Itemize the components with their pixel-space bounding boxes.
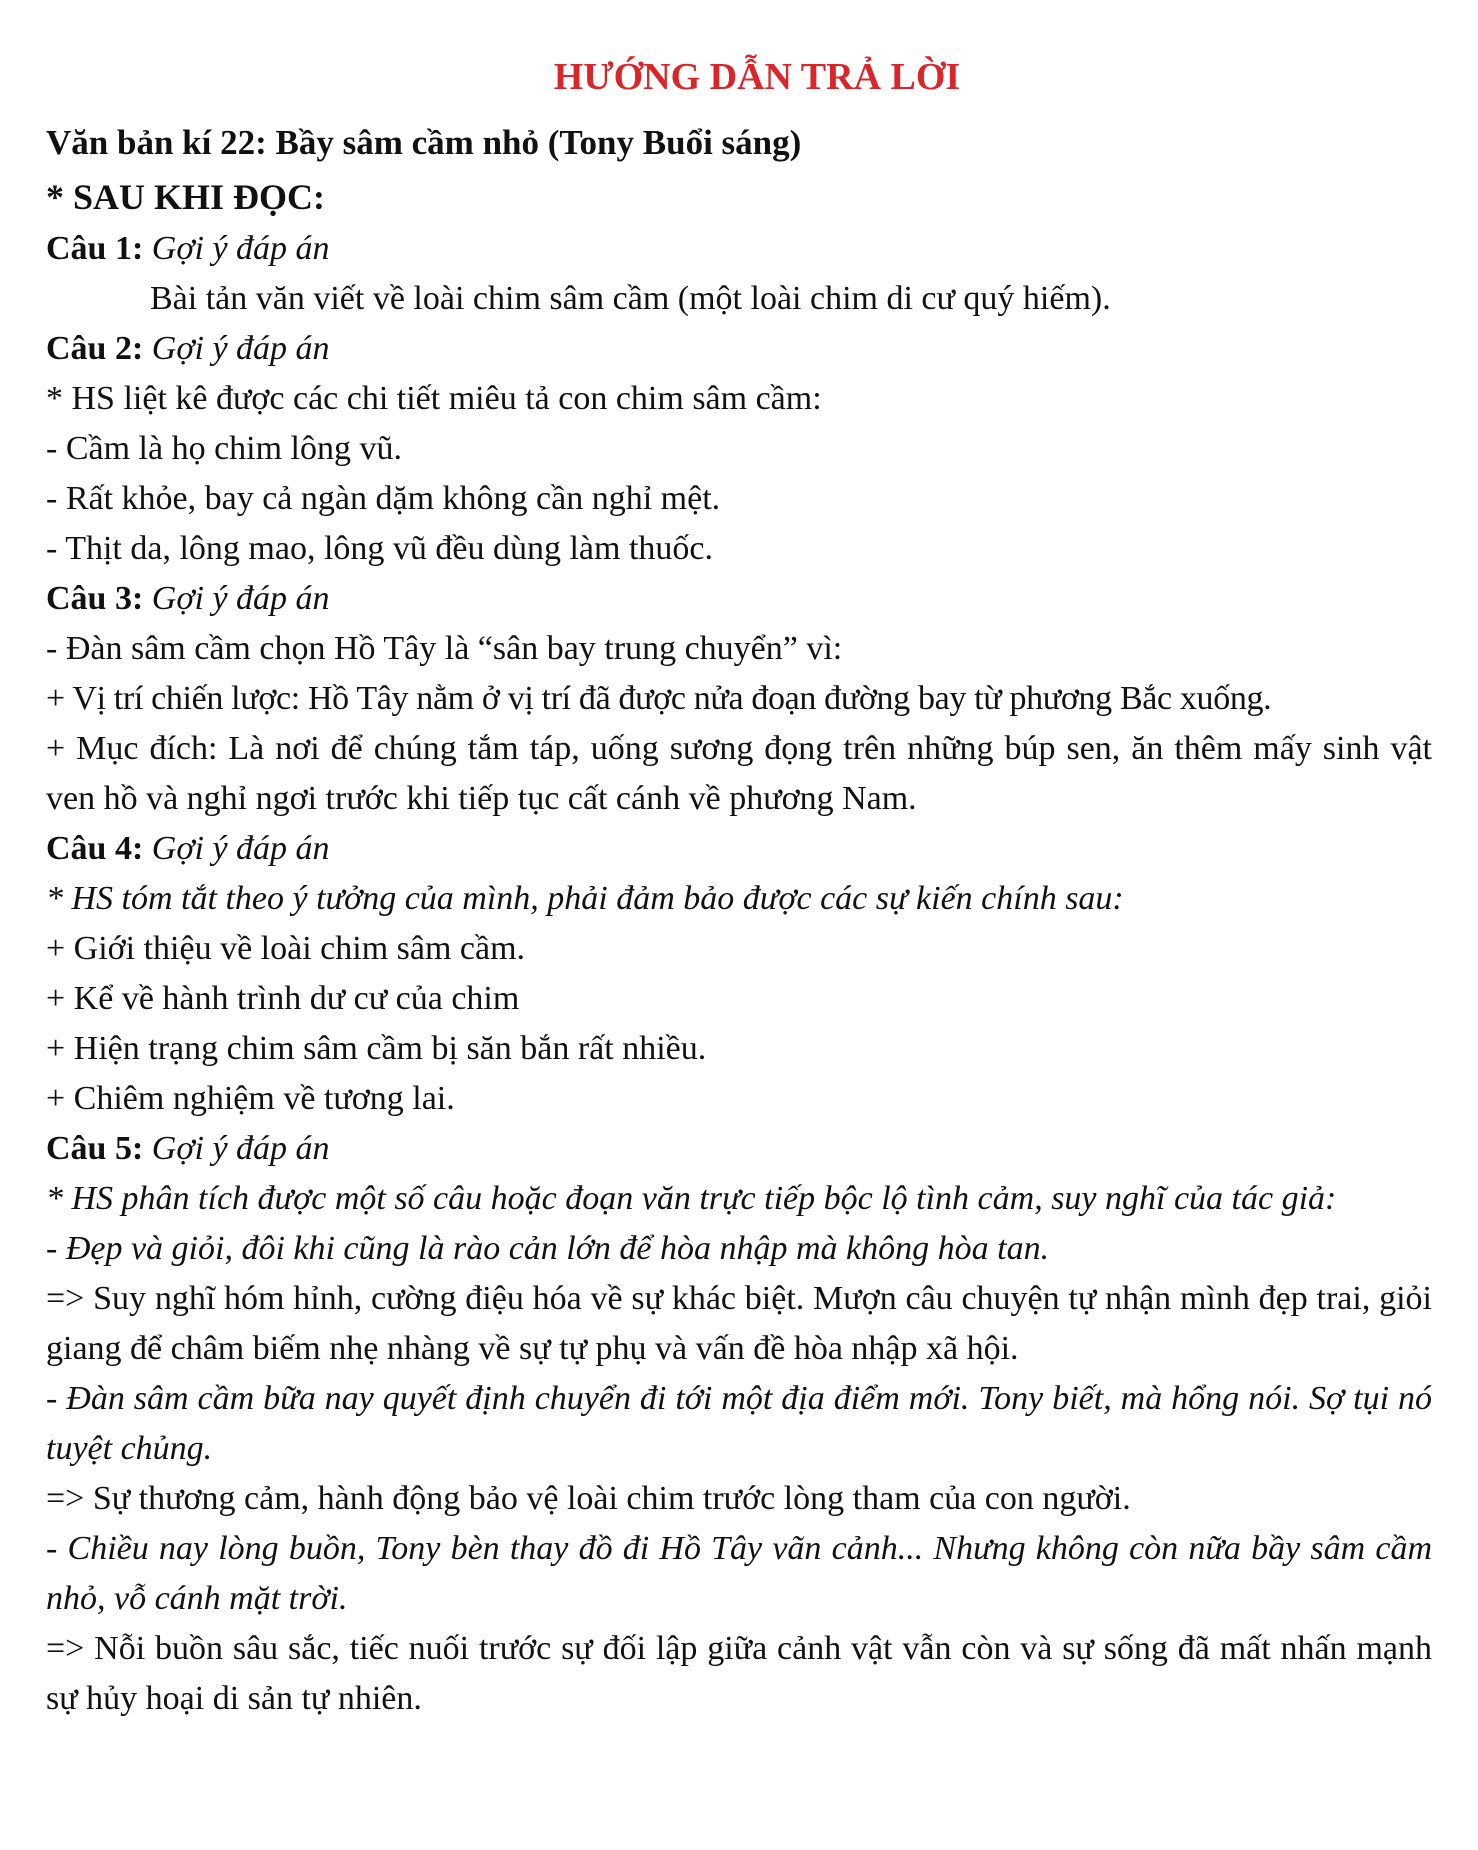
answer-hint: Gợi ý đáp án: [151, 1130, 330, 1167]
answer-hint: Gợi ý đáp án: [151, 330, 330, 367]
text-title: Văn bản kí 22: Bầy sâm cầm nhỏ (Tony Buổi sáng): [46, 123, 802, 162]
comment-2: => Sự thương cảm, hành động bảo vệ loài chim trước lòng tham của con người.: [46, 1480, 1131, 1517]
comment-3: => Nỗi buồn sâu sắc, tiếc nuối trước sự đối lập giữa cảnh vật vẫn còn và sự sống đã mất nhấn mạnh sự hủy hoại di sản tự nhiên.: [46, 1630, 1432, 1717]
list-item: + Giới thiệu về loài chim sâm cầm.: [46, 930, 526, 967]
question-2-heading: [46, 324, 1432, 374]
question-2-intro: * HS liệt kê được các chi tiết miêu tả con chim sâm cầm:: [46, 380, 822, 417]
list-item: + Kể về hành trình dư cư của chim: [46, 980, 520, 1017]
comment-1: => Suy nghĩ hóm hỉnh, cường điệu hóa về sự khác biệt. Mượn câu chuyện tự nhận mình đẹp trai, giỏi giang để châm biếm nhẹ nhàng về sự tự phụ và vấn đề hòa nhập xã hội.: [46, 1280, 1432, 1367]
question-label: Câu 2:: [46, 330, 144, 367]
question-5-intro: * HS phân tích được một số câu hoặc đoạn văn trực tiếp bộc lộ tình cảm, suy nghĩ của tác giả:: [46, 1180, 1337, 1217]
quote-1: - Đẹp và giỏi, đôi khi cũng là rào cản lớn để hòa nhập mà không hòa tan.: [46, 1230, 1050, 1267]
question-3-point-2: + Mục đích: Là nơi để chúng tắm táp, uống sương đọng trên những búp sen, ăn thêm mấy sinh vật ven hồ và nghỉ ngơi trước khi tiếp tục cất cánh về phương Nam.: [46, 730, 1432, 817]
question-label: Câu 1:: [46, 230, 144, 267]
question-label: Câu 3:: [46, 580, 144, 617]
question-label: Câu 5:: [46, 1130, 144, 1167]
answer-hint: Gợi ý đáp án: [151, 230, 330, 267]
question-3-heading: [46, 574, 1432, 624]
question-4-heading: [46, 824, 1432, 874]
question-3-point-1: + Vị trí chiến lược: Hồ Tây nằm ở vị trí đã được nửa đoạn đường bay từ phương Bắc xuống.: [46, 680, 1272, 717]
list-item: + Hiện trạng chim sâm cầm bị săn bắn rất nhiều.: [46, 1030, 707, 1067]
question-5-heading: [46, 1124, 1432, 1174]
list-item: - Thịt da, lông mao, lông vũ đều dùng làm thuốc.: [46, 530, 714, 567]
page-title: HƯỚNG DẪN TRẢ LỜI: [553, 56, 961, 98]
list-item: - Cầm là họ chim lông vũ.: [46, 430, 403, 467]
answer-hint: Gợi ý đáp án: [151, 830, 330, 867]
answer-hint: Gợi ý đáp án: [151, 580, 330, 617]
question-3-intro: - Đàn sâm cầm chọn Hồ Tây là “sân bay trung chuyển” vì:: [46, 630, 843, 667]
question-4-intro: * HS tóm tắt theo ý tưởng của mình, phải đảm bảo được các sự kiến chính sau:: [46, 880, 1124, 917]
question-label: Câu 4:: [46, 830, 144, 867]
quote-3: - Chiều nay lòng buồn, Tony bèn thay đồ đi Hồ Tây vãn cảnh... Nhưng không còn nữa bầy sâm cầm nhỏ, vỗ cánh mặt trời.: [46, 1530, 1432, 1617]
quote-2: - Đàn sâm cầm bữa nay quyết định chuyển đi tới một địa điểm mới. Tony biết, mà hổng nói. Sợ tụi nó tuyệt chủng.: [46, 1380, 1432, 1467]
question-1-heading: [46, 224, 1432, 274]
question-1-answer: Bài tản văn viết về loài chim sâm cầm (một loài chim di cư quý hiếm).: [150, 280, 1111, 317]
list-item: - Rất khỏe, bay cả ngàn dặm không cần nghỉ mệt.: [46, 480, 721, 517]
list-item: + Chiêm nghiệm về tương lai.: [46, 1080, 455, 1117]
section-heading: * SAU KHI ĐỌC:: [46, 177, 326, 217]
